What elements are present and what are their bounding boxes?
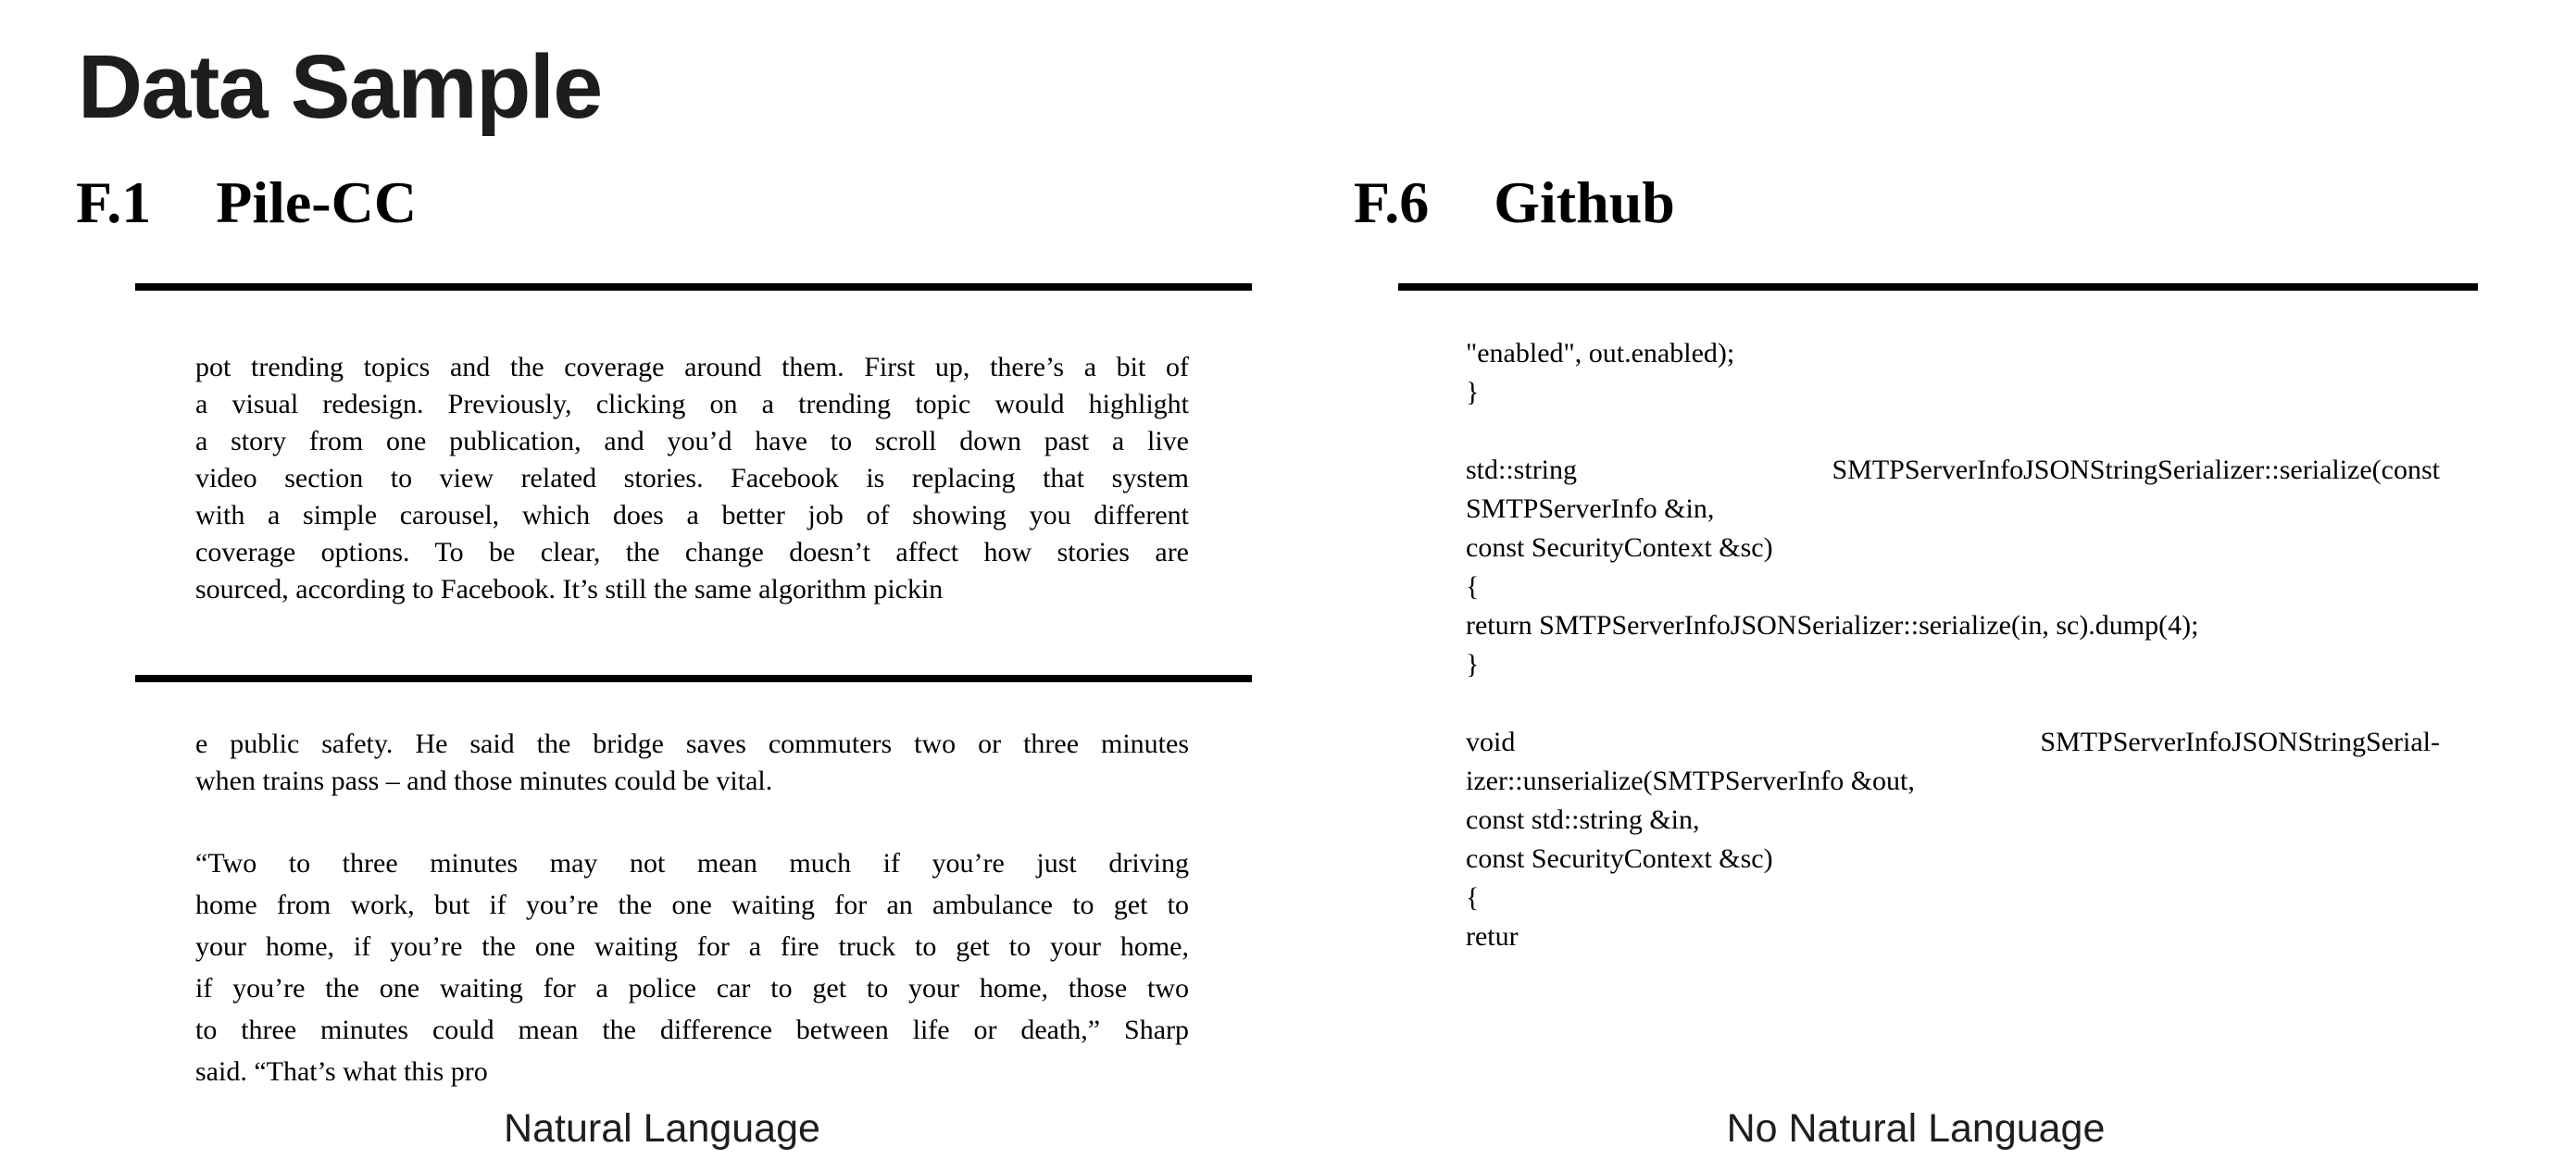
code-line: } (1466, 649, 1480, 680)
section-heading-pile-cc (76, 169, 418, 235)
pile-cc-sample-2-para-1 (195, 726, 1189, 800)
code-line: "enabled", out.enabled); (1466, 338, 1735, 368)
text-line: when trains pass – and those minutes could be vital. (195, 766, 773, 796)
text-line: pot trending topics and the coverage around them. First up, there’s a bit of (195, 352, 1189, 382)
text-line: to three minutes could mean the difference between life or death,” Sharp (195, 1015, 1189, 1045)
text-line: your home, if you’re the one waiting for a fire truck to get to your home, (195, 931, 1189, 962)
github-code-sample (1466, 334, 2440, 956)
code-line: } (1466, 377, 1480, 407)
section-heading-github (1354, 169, 1675, 235)
text-line: coverage options. To be clear, the change doesn’t affect how stories are (195, 537, 1189, 567)
code-token: SMTPServerInfoJSONStringSerial- (2040, 727, 2440, 757)
text-line: sourced, according to Facebook. It’s still the same algorithm pickin (195, 574, 944, 605)
code-line-justified (1466, 723, 2440, 762)
text-line: a story from one publication, and you’d have to scroll down past a live (195, 426, 1189, 456)
page-title: Data Sample (78, 36, 602, 137)
rule-right-top (1398, 283, 2478, 291)
text-line: a visual redesign. Previously, clicking on a trending topic would highlight (195, 389, 1189, 419)
text-line: with a simple carousel, which does a better job of showing you different (195, 500, 1189, 530)
section-title: Github (1494, 169, 1675, 235)
code-paragraph (1466, 334, 2440, 412)
code-paragraph (1466, 723, 2440, 956)
code-token: void (1466, 727, 1516, 757)
code-line: SMTPServerInfo &in, (1466, 493, 1715, 524)
text-line: e public safety. He said the bridge saves commuters two or three minutes (195, 729, 1189, 759)
text-line: home from work, but if you’re the one waiting for an ambulance to get to (195, 890, 1189, 920)
caption-natural-language: Natural Language (504, 1106, 820, 1151)
code-token: SMTPServerInfoJSONStringSerializer::serialize(const (1832, 455, 2440, 485)
section-number: F.1 (76, 169, 152, 235)
code-line-justified (1466, 451, 2440, 490)
code-line: return SMTPServerInfoJSONSerializer::serialize(in, sc).dump(4); (1466, 610, 2199, 641)
text-line: “Two to three minutes may not mean much if you’re just driving (195, 848, 1189, 879)
text-line: video section to view related stories. Facebook is replacing that system (195, 463, 1189, 493)
code-line: izer::unserialize(SMTPServerInfo &out, (1466, 766, 1915, 796)
code-line: { (1466, 882, 1480, 913)
text-line: if you’re the one waiting for a police car to get to your home, those two (195, 973, 1189, 1004)
caption-no-natural-language: No Natural Language (1726, 1106, 2106, 1151)
pile-cc-sample-2-para-2 (195, 842, 1189, 1092)
code-paragraph (1466, 451, 2440, 684)
code-line: const SecurityContext &sc) (1466, 532, 1773, 563)
pile-cc-sample-1 (195, 349, 1189, 608)
rule-left-middle (135, 675, 1252, 682)
code-line: { (1466, 571, 1480, 602)
section-title: Pile-CC (216, 169, 418, 235)
code-line: const SecurityContext &sc) (1466, 843, 1773, 874)
code-line: const std::string &in, (1466, 804, 1700, 835)
code-line: retur (1466, 921, 1519, 952)
section-number: F.6 (1354, 169, 1430, 235)
rule-left-top (135, 283, 1252, 291)
text-line: said. “That’s what this pro (195, 1056, 488, 1087)
code-token: std::string (1466, 455, 1578, 485)
